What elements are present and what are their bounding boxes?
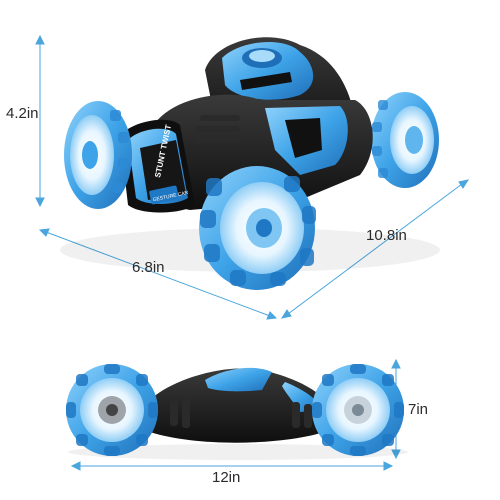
- stunt-car-angled-view: [60, 37, 440, 290]
- height-label-top: 4.2in: [6, 105, 39, 122]
- width-label-front: 6.8in: [132, 259, 165, 276]
- wheel-front-left: [64, 101, 132, 209]
- stunt-car-side-view: [66, 364, 408, 460]
- side-text: STUNT TWIST: [153, 123, 174, 179]
- height-label-bottom: 7in: [408, 401, 429, 418]
- wheel-front-bottom: [199, 166, 316, 290]
- badge-text: GESTURE CAR: [152, 189, 189, 204]
- wheel-side-right: [312, 364, 404, 456]
- length-label-diagonal: 10.8in: [366, 227, 407, 244]
- wheel-side-left: [66, 364, 158, 456]
- wheel-rear-right: [371, 92, 439, 188]
- length-label-bottom: 12in: [212, 469, 241, 486]
